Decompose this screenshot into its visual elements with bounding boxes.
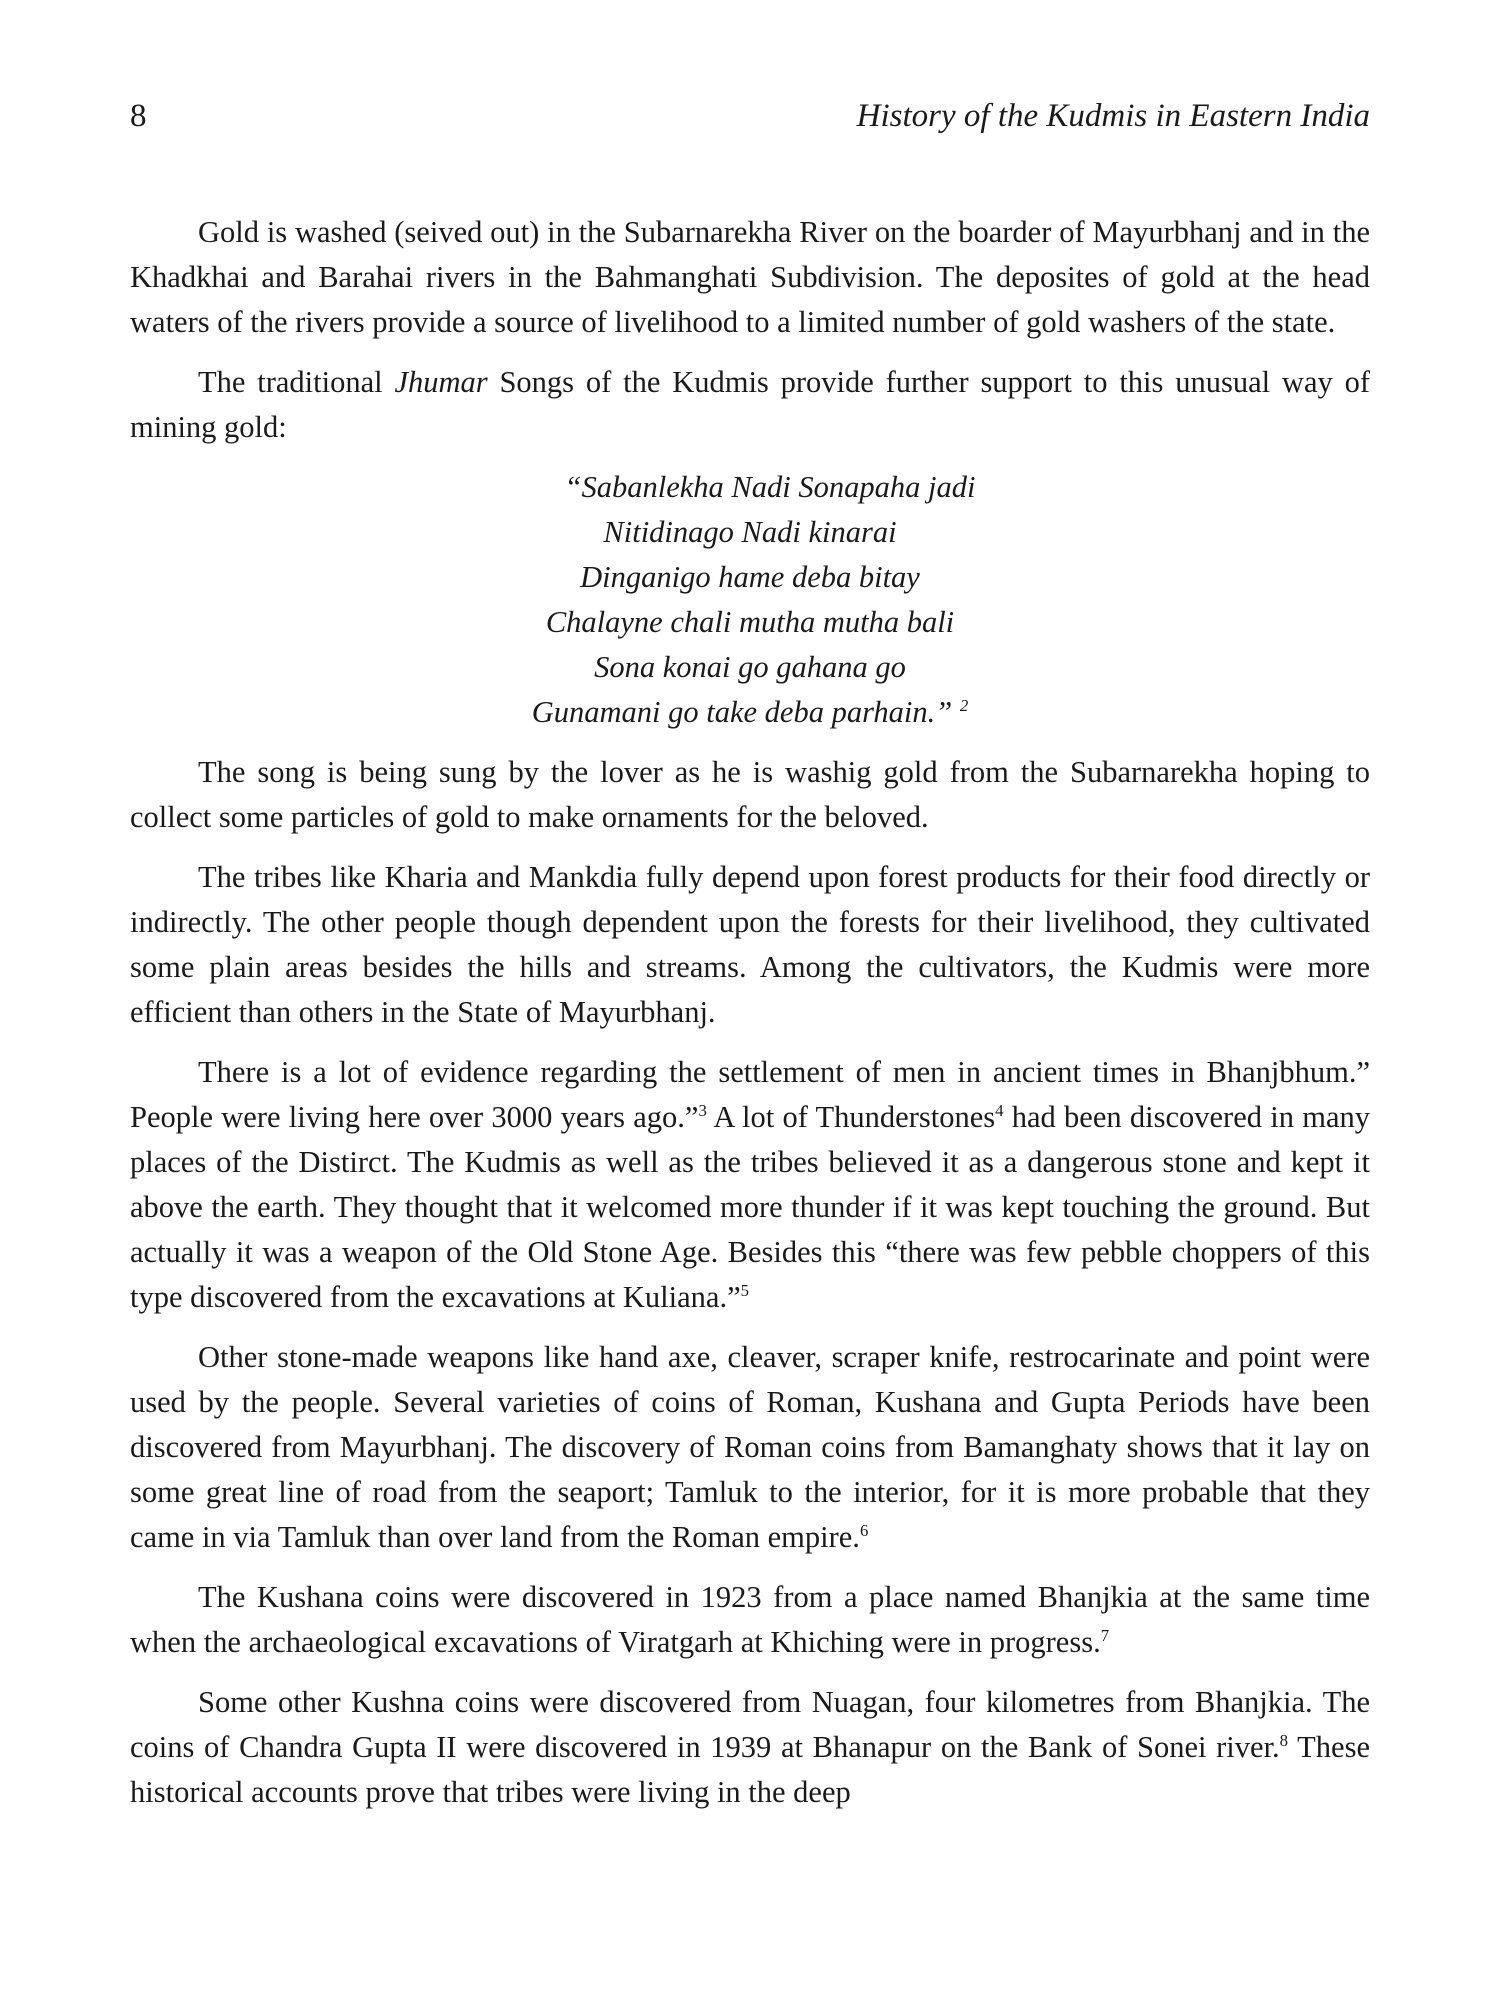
paragraph-kushana-coins: The Kushana coins were discovered in 1923 from a place named Bhanjkia at the same time when the archaeological excavations of Viratgarh at Khiching were in progress.$^7$ <box>130 1580 1370 1659</box>
paragraph-other-coins: Some other Kushna coins were discovered from Nuagan, four kilometres from Bhanjkia. The coins of Chandra Gupta II were discovered in 1939 at Bhanapur on the Bank of Sonei river.$^8$ These historical accounts prove that tribes were living in the deep <box>130 1685 1370 1809</box>
paragraph-evidence: There is a lot of evidence regarding the settlement of men in ancient times in Bhanjbhum.” People were living here over 3000 years ago.”$^3$ A lot of Thunderstones$^4$ had been discovered in many places of the Distirct. The Kudmis as well as the tribes believed it as a dangerous stone and kept it above the earth. They thought that it welcomed more thunder if it was kept touching the ground. But actually it was a weapon of the Old Stone Age. Besides this “there was few pebble choppers of this type discovered from the excavations at Kuliana.”$^5$ <box>130 1055 1370 1314</box>
page-number: 8 <box>130 98 147 134</box>
footnote-ref: 6 <box>859 1520 869 1540</box>
verse-line: “Sabanlekha Nadi Sonapaha jadi <box>564 470 976 504</box>
verse-line: Sona konai go gahana go <box>594 650 906 684</box>
paragraph-gold-washing: Gold is washed (seived out) in the Subarnarekha River on the boarder of Mayurbhanj and in the Khadkhai and Barahai rivers in the Bahmanghati Subdivision. The deposites of gold at the head waters of the rivers provide a source of livelihood to a limited number of gold washers of the state. <box>130 215 1370 339</box>
verse-line: Dinganigo hame deba bitay <box>580 560 920 594</box>
verse-line: Gunamani go take deba parhain.” $^2$ <box>531 695 969 729</box>
running-header <box>130 98 1370 135</box>
footnote-ref: 5 <box>740 1280 750 1300</box>
footnote-ref: 4 <box>995 1100 1004 1120</box>
footnote-ref: 7 <box>1100 1625 1110 1645</box>
footnote-ref: 8 <box>1279 1730 1289 1750</box>
running-title: History of the Kudmis in Eastern India <box>856 98 1370 134</box>
paragraph-stone-weapons: Other stone-made weapons like hand axe, cleaver, scraper knife, restrocarinate and point were used by the people. Several varieties of coins of Roman, Kushana and Gupta Periods have been discovered from Mayurbhanj. The discovery of Roman coins from Bamanghaty shows that it lay on some great line of road from the seaport; Tamluk to the interior, for it is more probable that they came in via Tamluk than over land from the Roman empire.$^6$ <box>130 1340 1370 1554</box>
paragraph-tribes: The tribes like Kharia and Mankdia fully depend upon forest products for their food directly or indirectly. The other people though dependent upon the forests for their livelihood, they cultivated some plain areas besides the hills and streams. Among the cultivators, the Kudmis were more efficient than others in the State of Mayurbhanj. <box>130 860 1370 1029</box>
verse-line: Chalayne chali mutha mutha bali <box>545 605 955 639</box>
footnote-ref: 2 <box>959 695 969 715</box>
verse-line: Nitidinago Nadi kinarai <box>603 515 897 549</box>
paragraph-jhumar: The traditional Jhumar Songs of the Kudmis provide further support to this unusual way of mining gold: <box>130 365 1370 444</box>
body-text <box>130 210 1370 1830</box>
footnote-ref: 3 <box>698 1100 707 1120</box>
paragraph-song-meaning: The song is being sung by the lover as he is washig gold from the Subarnarekha hoping to collect some particles of gold to make ornaments for the beloved. <box>130 755 1370 834</box>
jhumar-verse <box>130 465 1370 735</box>
jhumar-term: Jhumar <box>394 365 488 399</box>
